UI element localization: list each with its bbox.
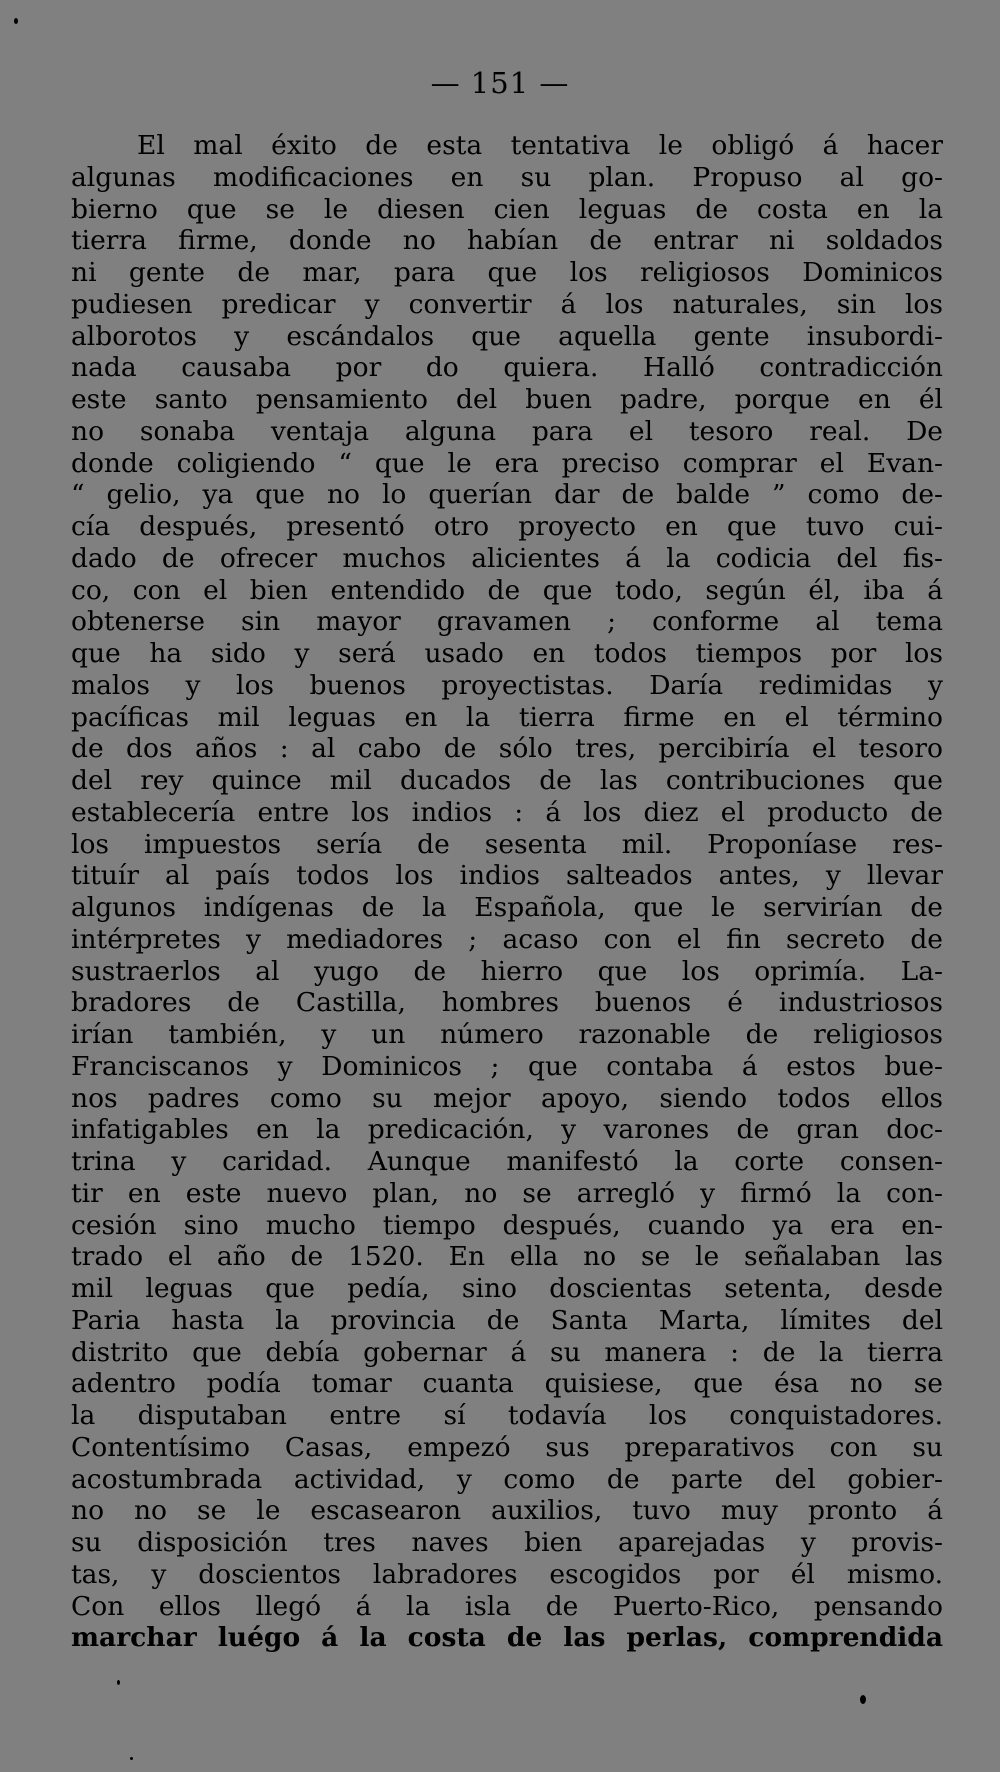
text-line: co, con el bien entendido de que todo, según él, iba á (71, 574, 943, 606)
text-line: su disposición tres naves bien aparejadas y provis- (71, 1527, 943, 1558)
text-line: nada causaba por do quiera. Halló contradicción (71, 352, 943, 384)
text-line: la disputaban entre sí todavía los conquistadores. (71, 1400, 943, 1431)
text-line: bradores de Castilla, hombres buenos é industriosos (71, 987, 943, 1019)
text-line: trado el año de 1520. En ella no se le señalaban las (71, 1241, 943, 1273)
text-line: nos padres como su mejor apoyo, siendo todos ellos (71, 1082, 943, 1114)
text-line: pacíficas mil leguas en la tierra firme en el término (71, 701, 943, 733)
text-line: algunos indígenas de la Española, que le servirían de (71, 892, 943, 923)
print-speck (130, 1757, 133, 1760)
text-line: establecería entre los indios : á los diez el producto de (71, 796, 943, 828)
text-line: alborotos y escándalos que aquella gente insubordi- (71, 320, 943, 352)
text-line: Paria hasta la provincia de Santa Marta, límites del (71, 1304, 943, 1336)
text-line: trina y caridad. Aunque manifestó la corte consen- (71, 1146, 943, 1177)
text-line: Con ellos llegó á la isla de Puerto-Rico, pensando (71, 1590, 943, 1622)
text-line: “ gelio, ya que no lo querían dar de balde ” como de- (71, 479, 943, 511)
text-line: marchar luégo á la costa de las perlas, comprendida (71, 1622, 943, 1654)
text-line: de dos años : al cabo de sólo tres, percibiría el tesoro (71, 733, 943, 765)
text-line: acostumbrada actividad, y como de parte del gobier- (71, 1463, 943, 1495)
text-line: los impuestos sería de sesenta mil. Proponíase res- (71, 828, 943, 860)
text-line: tierra firme, donde no habían de entrar ni soldados (71, 225, 943, 257)
text-line: que ha sido y será usado en todos tiempos por los (71, 638, 943, 669)
text-line: tituír al país todos los indios salteados antes, y llevar (71, 860, 943, 892)
text-line: sustraerlos al yugo de hierro que los oprimía. La- (71, 955, 943, 987)
text-line: cesión sino mucho tiempo después, cuando ya era en- (71, 1209, 943, 1241)
text-line: ni gente de mar, para que los religiosos Dominicos (71, 257, 943, 288)
text-line: intérpretes y mediadores ; acaso con el fin secreto de (71, 923, 943, 955)
text-line: infatigables en la predicación, y varones de gran doc- (71, 1114, 943, 1146)
text-line: no sonaba ventaja alguna para el tesoro real. De (71, 415, 943, 447)
text-line: dado de ofrecer muchos alicientes á la codicia del fis- (71, 542, 943, 574)
text-line: distrito que debía gobernar á su manera : de la tierra (71, 1336, 943, 1368)
print-speck (14, 18, 18, 24)
text-line: bierno que se le diesen cien leguas de costa en la (71, 193, 943, 225)
text-line: Franciscanos y Dominicos ; que contaba á estos bue- (71, 1050, 943, 1082)
body-text (71, 130, 943, 1654)
text-line: este santo pensamiento del buen padre, porque en él (71, 384, 943, 415)
text-line: donde coligiendo “ que le era preciso comprar el Evan- (71, 447, 943, 479)
print-speck (117, 1680, 120, 1685)
text-line: algunas modificaciones en su plan. Propuso al go- (71, 161, 943, 193)
text-line: adentro podía tomar cuanta quisiese, que ésa no se (71, 1368, 943, 1400)
text-line: malos y los buenos proyectistas. Daría redimidas y (71, 669, 943, 701)
text-line: tir en este nuevo plan, no se arregló y firmó la con- (71, 1177, 943, 1209)
text-line: Contentísimo Casas, empezó sus preparativos con su (71, 1431, 943, 1463)
text-line: del rey quince mil ducados de las contribuciones que (71, 765, 943, 796)
text-line: obtenerse sin mayor gravamen ; conforme al tema (71, 606, 943, 638)
text-line: El mal éxito de esta tentativa le obligó á hacer (137, 130, 943, 161)
text-line: cía después, presentó otro proyecto en que tuvo cui- (71, 511, 943, 542)
text-line: pudiesen predicar y convertir á los naturales, sin los (71, 288, 943, 320)
page-number: — 151 — (430, 66, 570, 100)
text-line: irían también, y un número razonable de religiosos (71, 1019, 943, 1050)
text-line: no no se le escasearon auxilios, tuvo muy pronto á (71, 1495, 943, 1527)
text-line: mil leguas que pedía, sino doscientas setenta, desde (71, 1273, 943, 1304)
text-line: tas, y doscientos labradores escogidos por él mismo. (71, 1558, 943, 1590)
print-speck (860, 1695, 866, 1704)
